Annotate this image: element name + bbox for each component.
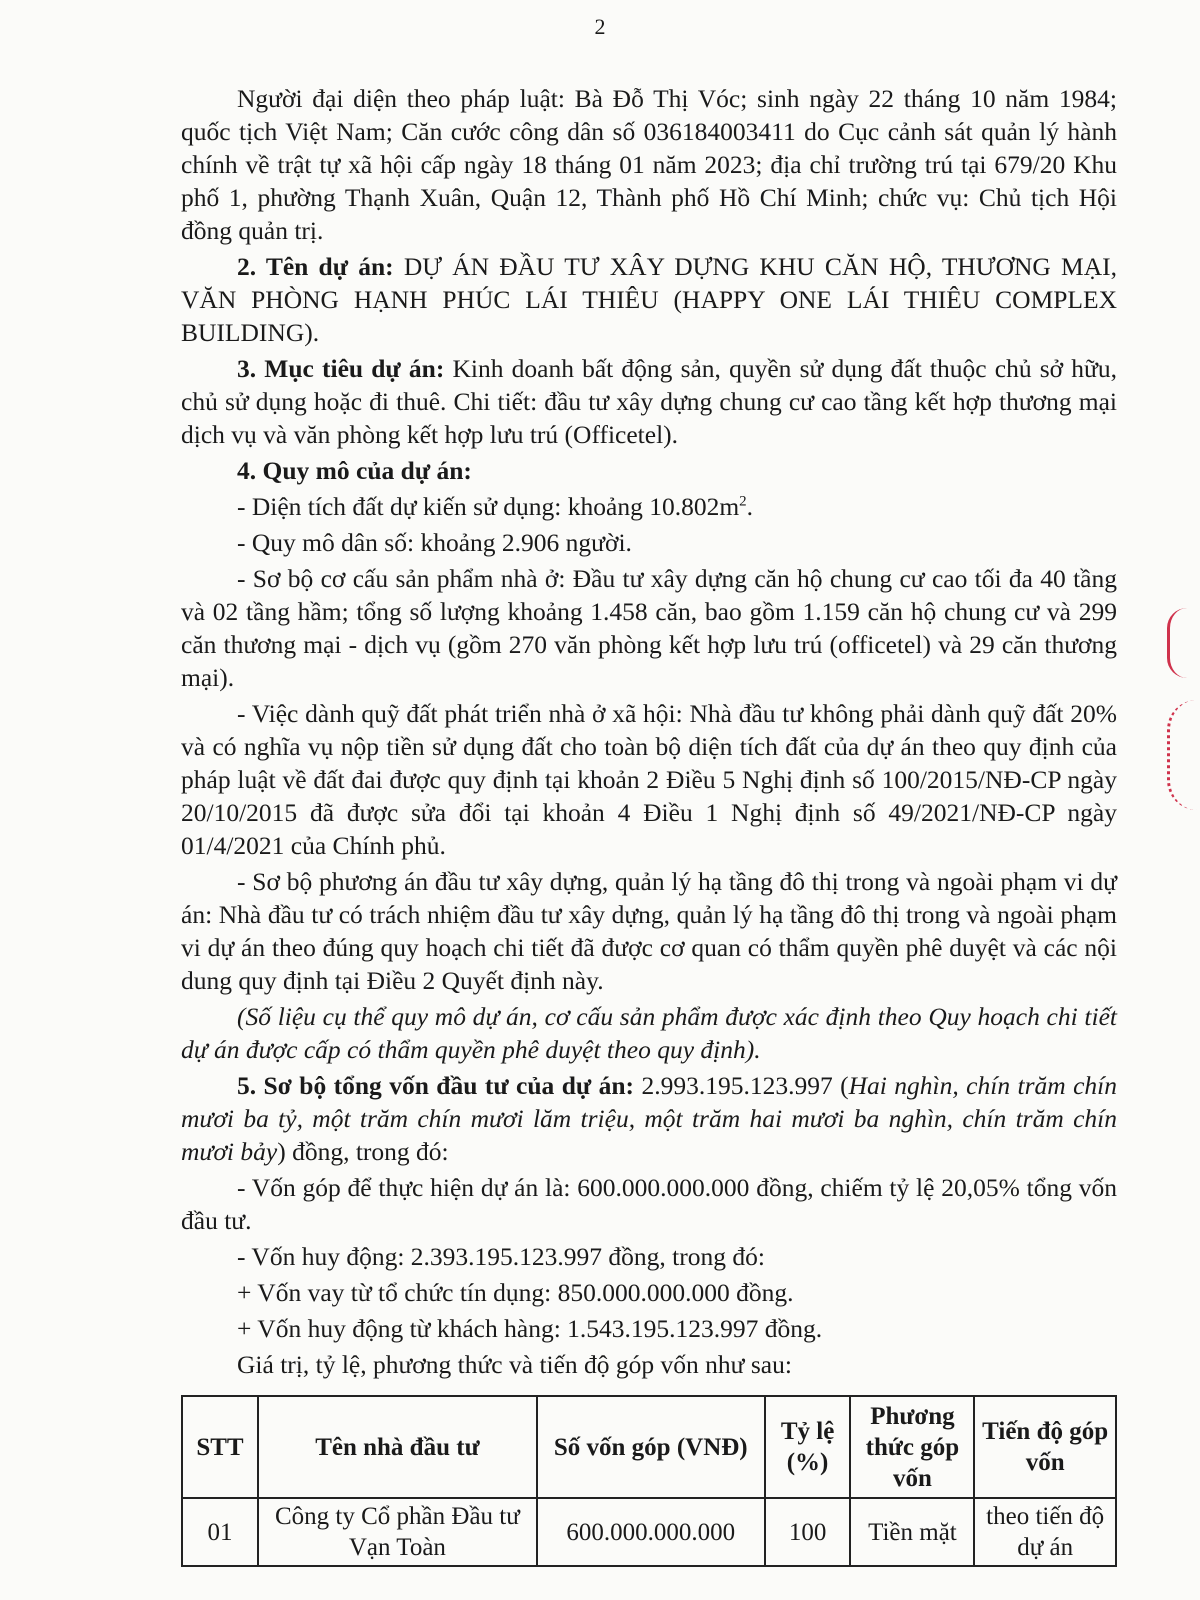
table-row (182, 1498, 1116, 1566)
section-5-heading: 5. Sơ bộ tổng vốn đầu tư của dự án: (237, 1071, 635, 1100)
section-4-structure: - Sơ bộ cơ cấu sản phẩm nhà ở: Đầu tư xây dựng căn hộ chung cư cao tối đa 40 tầng và 02 tầng hầm; tổng số lượng khoảng 1.458 căn, bao gồm 1.159 căn hộ chung cư và 299 căn thương mại - dịch vụ (gồm 270 văn phòng kết hợp lưu trú (officetel) và 29 căn thương mại). (181, 564, 1117, 692)
section-5-amount: 2.993.195.123.997 ( (634, 1071, 849, 1100)
section-2-text: DỰ ÁN ĐẦU TƯ XÂY DỰNG KHU CĂN HỘ, THƯƠNG MẠI, VĂN PHÒNG HẠNH PHÚC LÁI THIÊU (HAPPY ONE LÁI THIÊU COMPLEX BUILDING). (181, 252, 1117, 347)
section-3-text: Kinh doanh bất động sản, quyền sử dụng đất thuộc chủ sở hữu, chủ sử dụng hoặc đi thuê. Chi tiết: đầu tư xây dựng chung cư cao tầng kết hợp thương mại dịch vụ và văn phòng kết hợp lưu trú (Officetel). (181, 354, 1117, 449)
section-4-population: - Quy mô dân số: khoảng 2.906 người. (237, 528, 632, 557)
section-5-capital (181, 1069, 1117, 1168)
section-4-heading: 4. Quy mô của dự án: (237, 456, 472, 485)
cell-ratio: 100 (765, 1498, 851, 1566)
section-5-equity: - Vốn góp để thực hiện dự án là: 600.000.000.000 đồng, chiếm tỷ lệ 20,05% tổng vốn đầu tư. (181, 1173, 1117, 1235)
header-contribution-schedule: Tiến độ góp vốn (974, 1396, 1116, 1498)
red-seal-fragment-icon (1167, 608, 1200, 678)
cell-investor-name: Công ty Cổ phần Đầu tư Vạn Toàn (258, 1498, 537, 1566)
section-4-infrastructure: - Sơ bộ phương án đầu tư xây dựng, quản lý hạ tầng đô thị trong và ngoài phạm vi dự án: Nhà đầu tư có trách nhiệm đầu tư xây dựng, quản lý hạ tầng đô thị trong và ngoài phạm vi dự án theo đúng quy hoạch chi tiết đã được cơ quan có thẩm quyền phê duyệt và các nội dung quy định tại Điều 2 Quyết định này. (181, 867, 1117, 995)
section-5-amount-words: Hai nghìn, chín trăm chín mươi ba tỷ, một trăm chín mươi lăm triệu, một trăm hai mươi ba nghìn, chín trăm chín mươi bảy (181, 1071, 1117, 1166)
area-end: . (746, 492, 754, 521)
red-seal-fragment-icon (1167, 700, 1200, 810)
area-superscript: 2 (739, 493, 747, 510)
page-number: 2 (594, 14, 606, 39)
area-text: - Diện tích đất dự kiến sử dụng: khoảng 10.802m (237, 492, 740, 521)
header-stt: STT (182, 1396, 258, 1498)
document-body (181, 82, 1117, 1381)
header-contribution-amount: Số vốn góp (VNĐ) (537, 1396, 765, 1498)
section-5-tail: ) đồng, trong đó: (277, 1137, 449, 1166)
cell-contribution-amount: 600.000.000.000 (537, 1498, 765, 1566)
representative-paragraph: Người đại diện theo pháp luật: Bà Đỗ Thị Vóc; sinh ngày 22 tháng 10 năm 1984; quốc tịch Việt Nam; Căn cước công dân số 036184003411 do Cục cảnh sát quản lý hành chính về trật tự xã hội cấp ngày 18 tháng 01 năm 2023; địa chỉ trường trú tại 679/20 Khu phố 1, phường Thạnh Xuân, Quận 12, Thành phố Hồ Chí Minh; chức vụ: Chủ tịch Hội đồng quản trị. (181, 84, 1117, 245)
capital-contribution-table (181, 1395, 1117, 1567)
section-5-customers: + Vốn huy động từ khách hàng: 1.543.195.123.997 đồng. (237, 1314, 823, 1343)
section-5-loan: + Vốn vay từ tổ chức tín dụng: 850.000.000.000 đồng. (237, 1278, 794, 1307)
section-4-social-housing: - Việc dành quỹ đất phát triển nhà ở xã hội: Nhà đầu tư không phải dành quỹ đất 20% và có nghĩa vụ nộp tiền sử dụng đất cho toàn bộ diện tích đất của dự án theo quy định của pháp luật về đất đai được quy định tại khoản 2 Điều 5 Nghị định số 100/2015/NĐ-CP ngày 20/10/2015 đã được sửa đổi tại khoản 4 Điều 1 Nghị định số 49/2021/NĐ-CP ngày 01/4/2021 của Chính phủ. (181, 699, 1117, 860)
section-4-area (181, 490, 1117, 523)
header-contribution-method: Phương thức góp vốn (850, 1396, 974, 1498)
section-4-note: (Số liệu cụ thể quy mô dự án, cơ cấu sản phẩm được xác định theo Quy hoạch chi tiết dự án được cấp có thẩm quyền phê duyệt theo quy định). (181, 1002, 1117, 1064)
section-3-heading: 3. Mục tiêu dự án: (237, 354, 445, 383)
section-2-heading: 2. Tên dự án: (237, 252, 394, 281)
header-ratio: Tỷ lệ (%) (765, 1396, 851, 1498)
table-header-row (182, 1396, 1116, 1498)
cell-stt: 01 (182, 1498, 258, 1566)
cell-contribution-schedule: theo tiến độ dự án (974, 1498, 1116, 1566)
section-5-table-intro: Giá trị, tỷ lệ, phương thức và tiến độ góp vốn như sau: (237, 1350, 792, 1379)
section-5-mobilized: - Vốn huy động: 2.393.195.123.997 đồng, trong đó: (237, 1242, 765, 1271)
section-3-project-objective (181, 352, 1117, 451)
cell-contribution-method: Tiền mặt (850, 1498, 974, 1566)
header-investor-name: Tên nhà đầu tư (258, 1396, 537, 1498)
section-2-project-name (181, 250, 1117, 349)
